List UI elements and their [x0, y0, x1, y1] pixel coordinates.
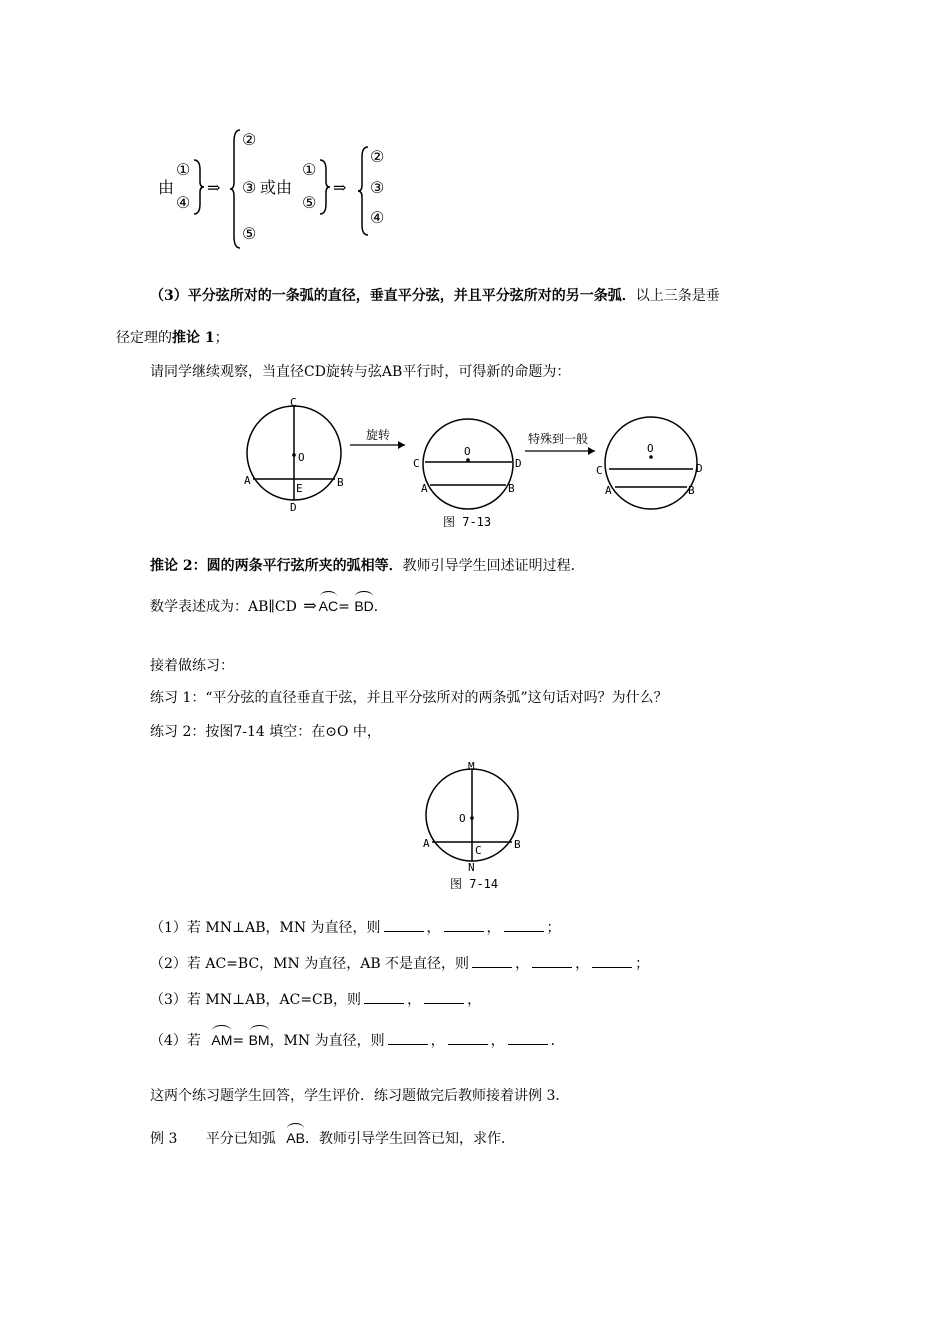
practice-1: 练习 1：“平分弦的直径垂直于弦，并且平分弦所对的两条弧”这句话对吗？为什么？	[150, 690, 668, 706]
q4-end: ．	[550, 1033, 565, 1049]
fig13-c1-label-B: B	[337, 476, 344, 489]
corollary1-line2-end: ；	[214, 330, 229, 346]
fig13-c2-label-C: C	[413, 457, 420, 470]
q2-sep-1: ，	[515, 956, 530, 972]
left-brace-1	[228, 128, 242, 250]
fig14-label-C: C	[475, 844, 482, 857]
q1-end: ；	[546, 920, 561, 936]
fig13-center-1	[292, 453, 296, 457]
scheme-c2-a: ②	[242, 130, 257, 149]
arc-bm: BM	[248, 1032, 270, 1048]
fig13-c3-label-D: D	[696, 462, 703, 475]
corollary2-paragraph	[150, 556, 585, 576]
scheme-c2-b: ②	[370, 147, 385, 166]
answer-line: 这两个练习题学生回答，学生评价．练习题做完后教师接着讲例 3．	[150, 1088, 570, 1104]
fig14-label-O: O	[459, 812, 466, 825]
fig13-arrow2-label: 特殊到一般	[528, 432, 589, 446]
q3-text: （3）若 MN⊥AB，AC=CB，则	[150, 992, 362, 1008]
q4-pre: （4）若	[150, 1033, 201, 1049]
practice-intro: 接着做练习：	[150, 658, 234, 674]
q2-blank-3[interactable]	[592, 955, 632, 968]
q2-text: （2）若 AC=BC，MN 为直径，AB 不是直径，则	[150, 956, 470, 972]
fig13-c1-label-D: D	[290, 501, 297, 514]
q3-blank-2[interactable]	[424, 991, 464, 1004]
scheme-or-you: 或由	[260, 178, 293, 197]
observe-text: 请同学继续观察，当直径CD旋转与弦AB平行时，可得新的命题为：	[150, 364, 571, 380]
scheme-c4: ④	[176, 193, 191, 212]
scheme-arrow-2: ⇒	[333, 178, 347, 197]
corollary1-line2	[116, 328, 229, 348]
example3-label: 例 3	[150, 1131, 178, 1147]
fig13-center-3	[649, 455, 653, 459]
q2-blank-1[interactable]	[472, 955, 512, 968]
q1-sep-1: ，	[426, 920, 441, 936]
fig14-caption: 图 7-14	[450, 877, 499, 891]
q2-blank-2[interactable]	[532, 955, 572, 968]
scheme-c5-b: ⑤	[302, 193, 317, 212]
scheme-c5-a: ⑤	[242, 224, 257, 243]
left-brace-2	[356, 145, 370, 237]
fig13-c2-label-D: D	[515, 457, 522, 470]
fig14-label-A: A	[423, 837, 430, 850]
corollary2-rest: 教师引导学生回述证明过程．	[402, 558, 585, 574]
fig13-c1-label-O: O	[298, 451, 305, 464]
fig13-c3-label-O: O	[647, 442, 654, 455]
q1-blank-1[interactable]	[384, 919, 424, 932]
arc-ab: AB	[286, 1130, 305, 1146]
arc-am: AM	[211, 1032, 233, 1048]
corollary1-bold: （3）平分弦所对的一条弧的直径，垂直平分弦，并且平分弦所对的另一条弧．	[150, 288, 636, 304]
question-4	[150, 1030, 565, 1051]
q4-mid: ，MN 为直径，则	[269, 1033, 385, 1049]
fig13-c1-label-A: A	[244, 474, 251, 487]
fig13-c3-label-A: A	[605, 484, 612, 497]
q1-blank-3[interactable]	[504, 919, 544, 932]
fig13-caption: 图 7-13	[443, 515, 492, 529]
scheme-c4-b: ④	[370, 208, 385, 227]
q2-sep-2: ，	[575, 956, 590, 972]
corollary1-tail: 以上三条是垂	[635, 288, 720, 304]
question-2	[150, 954, 649, 974]
fig13-circle-2	[423, 419, 513, 509]
practice-2: 练习 2：按图7-14 填空：在⊙O 中，	[150, 724, 381, 740]
fig13-c1-label-C: C	[290, 396, 297, 409]
example-3	[150, 1128, 515, 1149]
math-expr-eq: =	[338, 599, 350, 615]
fig14-label-N: N	[468, 861, 475, 874]
corollary1-paragraph	[150, 286, 720, 306]
fig13-c3-label-B: B	[688, 484, 695, 497]
q4-sep-1: ，	[430, 1033, 445, 1049]
q3-sep-1: ，	[407, 992, 422, 1008]
right-brace-1	[192, 158, 206, 216]
corollary1-line2-start: 径定理的	[116, 330, 172, 346]
math-expr-prefix: 数学表述成为：AB∥CD	[150, 599, 297, 615]
scheme-arrow-1: ⇒	[207, 178, 221, 197]
q1-text: （1）若 MN⊥AB，MN 为直径，则	[150, 920, 381, 936]
math-expr-arrow: ⇒	[303, 596, 317, 615]
fig13-arrow1-label: 旋转	[366, 428, 391, 442]
fig13-c3-label-C: C	[596, 464, 603, 477]
example3-text1: 平分已知弧	[205, 1131, 276, 1147]
q3-blank-1[interactable]	[364, 991, 404, 1004]
q1-sep-2: ，	[486, 920, 501, 936]
fig13-c1-label-E: E	[296, 482, 303, 495]
q2-end: ；	[635, 956, 650, 972]
example3-text2: ．教师引导学生回答已知，求作．	[304, 1131, 515, 1147]
fig13-center-2	[466, 458, 470, 462]
fig13-c2-label-O: O	[464, 445, 471, 458]
q4-blank-1[interactable]	[388, 1032, 428, 1045]
scheme-c1: ①	[176, 160, 191, 179]
q3-end: ，	[467, 992, 482, 1008]
arc-bd: BD	[354, 598, 374, 614]
scheme-c1-b: ①	[302, 160, 317, 179]
corollary2-bold: 推论 2：圆的两条平行弦所夹的弧相等．	[150, 558, 403, 574]
fig13-c2-label-B: B	[508, 482, 515, 495]
question-1	[150, 918, 561, 938]
scheme-you: 由	[158, 178, 175, 197]
scheme-c3-b: ③	[370, 178, 385, 197]
q4-eq: =	[232, 1033, 245, 1049]
fig14-center	[470, 816, 474, 820]
fig13-circle-3	[605, 417, 697, 509]
math-expr-end: ．	[373, 599, 388, 615]
right-brace-2	[318, 158, 332, 216]
question-3	[150, 990, 481, 1010]
scheme-c3-a: ③	[242, 178, 257, 197]
q4-blank-3[interactable]	[508, 1032, 548, 1045]
corollary1-label: 推论 1	[172, 330, 215, 346]
figure-7-13	[240, 395, 710, 530]
fig14-label-M: M	[468, 760, 475, 773]
q4-blank-2[interactable]	[448, 1032, 488, 1045]
fig14-label-B: B	[514, 838, 521, 851]
figure-7-14	[418, 760, 528, 895]
fig13-c2-label-A: A	[421, 482, 428, 495]
q1-blank-2[interactable]	[444, 919, 484, 932]
math-expression	[150, 596, 388, 617]
arc-ac: AC	[318, 598, 339, 614]
q4-sep-2: ，	[490, 1033, 505, 1049]
